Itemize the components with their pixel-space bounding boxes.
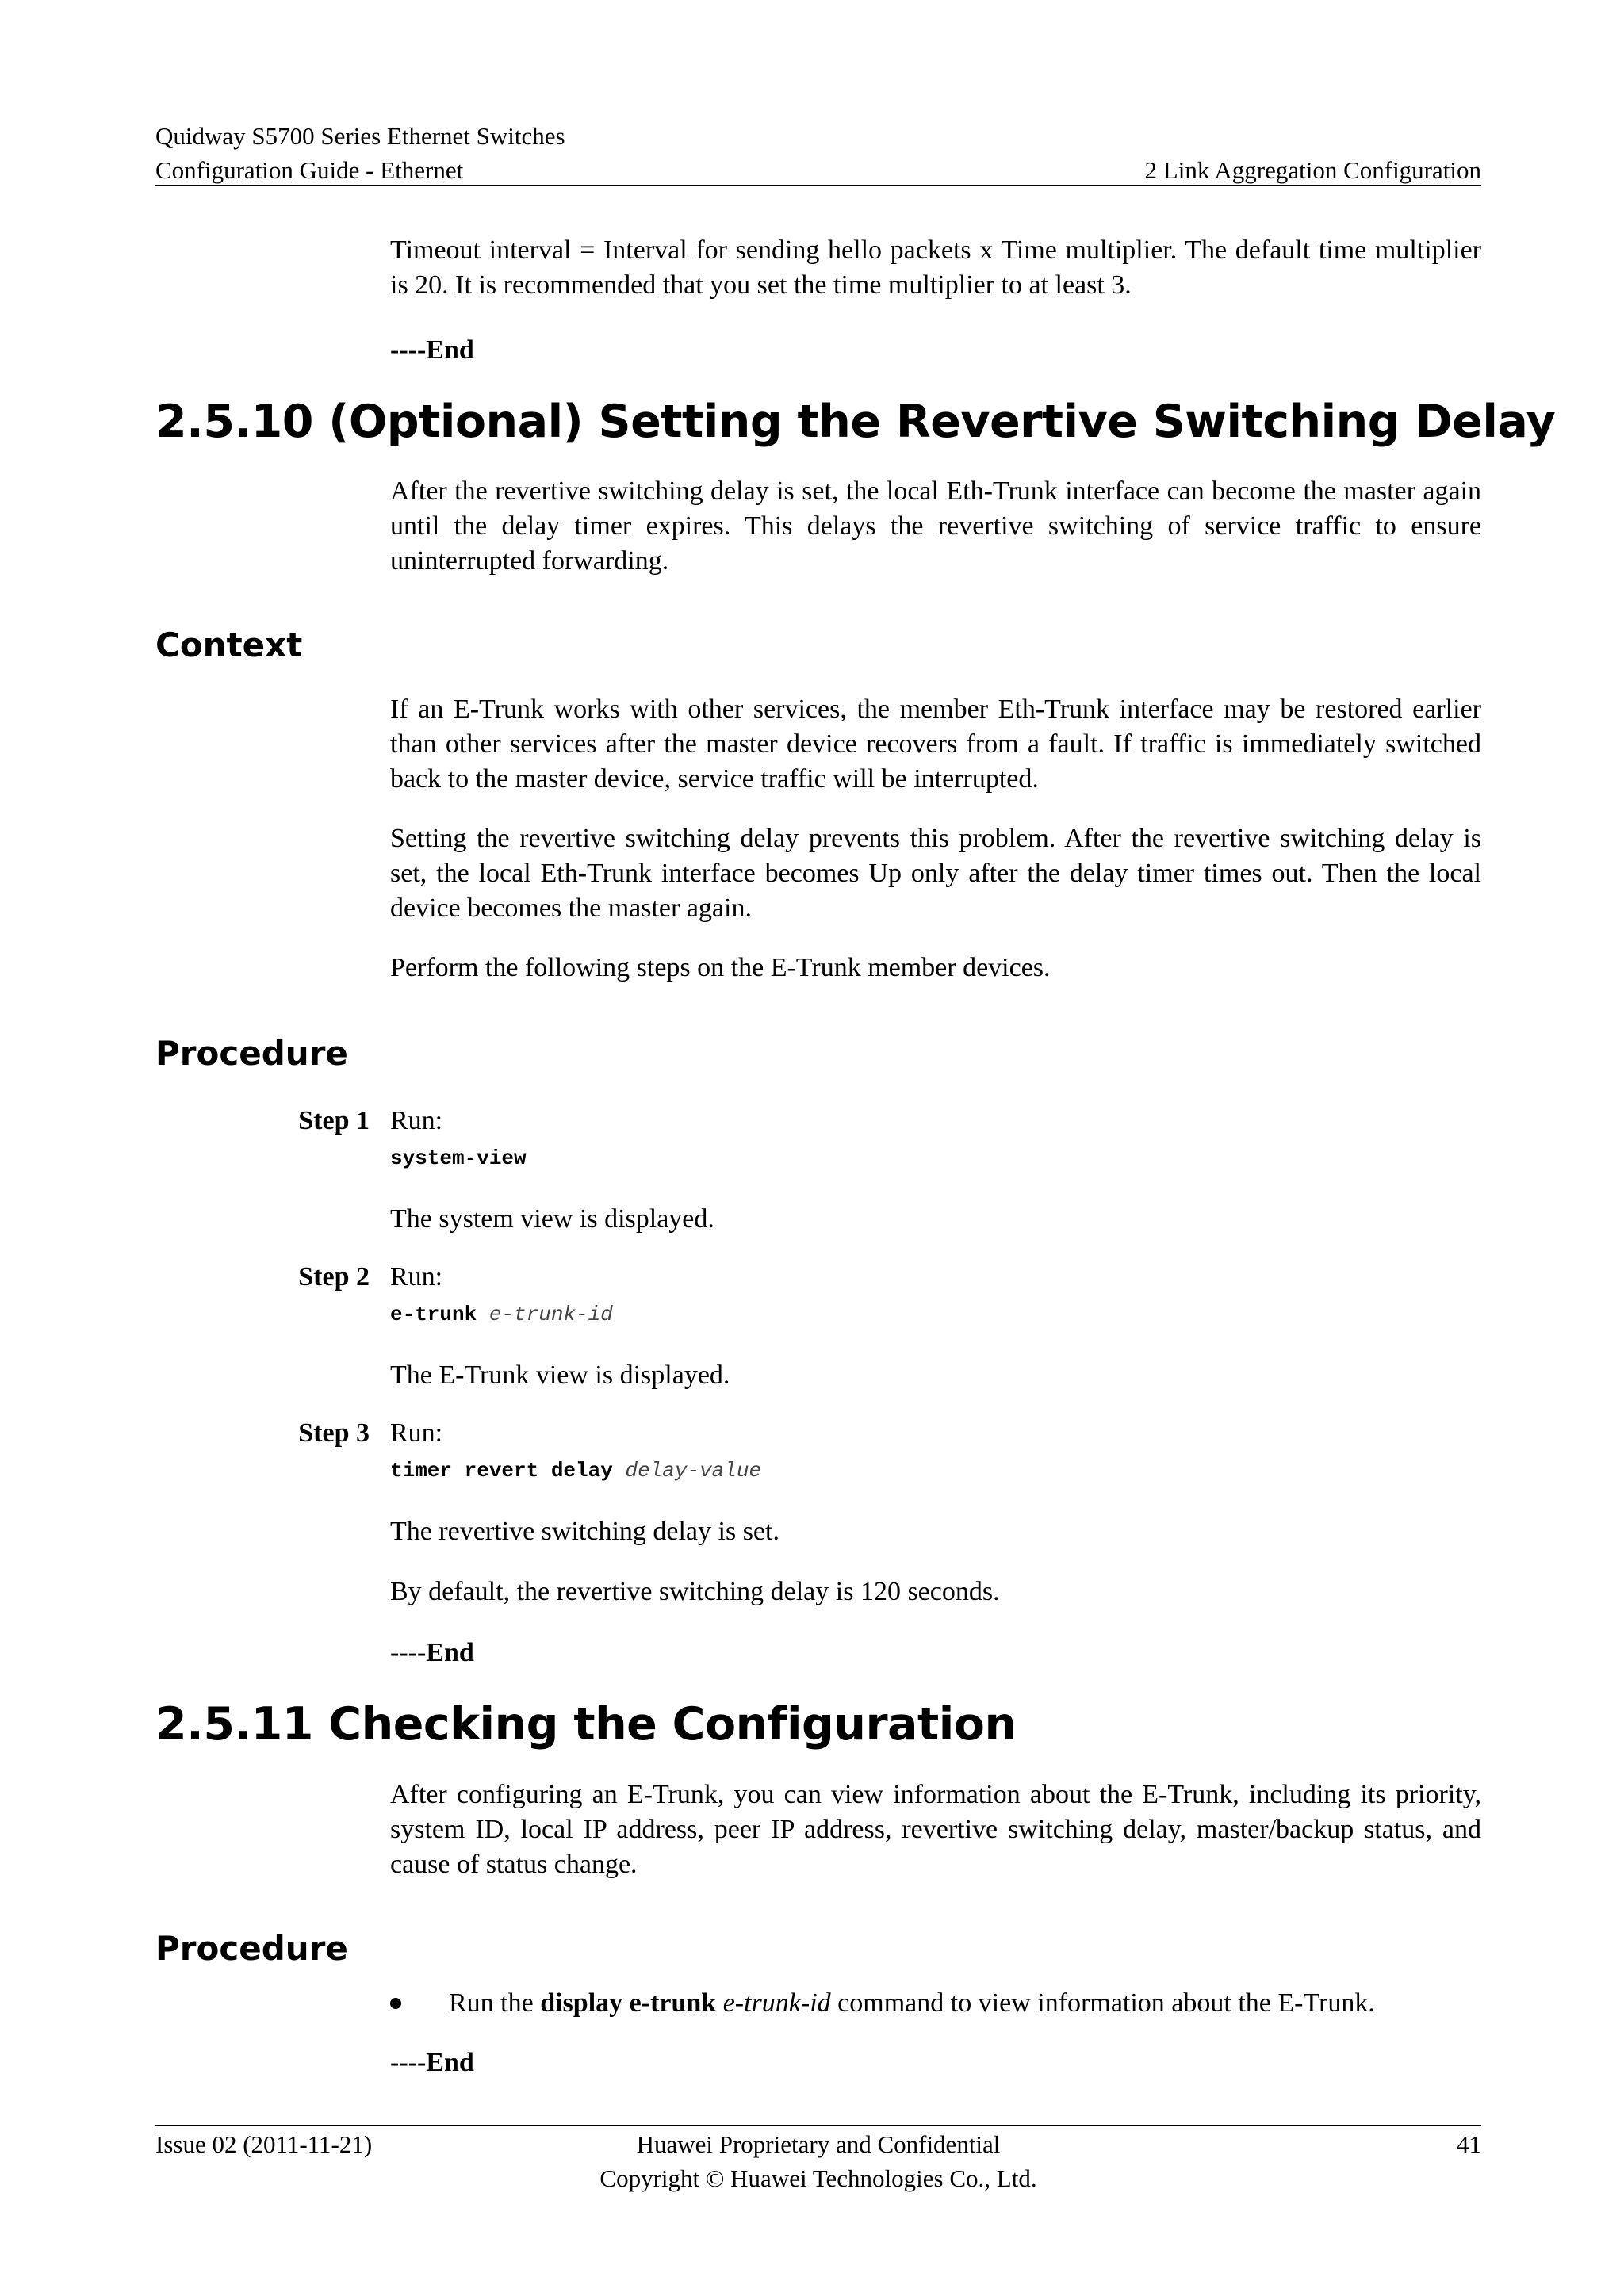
command-argument: e-trunk-id xyxy=(488,1303,613,1326)
default-note: By default, the revertive switching delay is 120 seconds. xyxy=(390,1577,1000,1606)
step-result: The system view is displayed. xyxy=(390,1204,714,1234)
procedure-heading: Procedure xyxy=(155,1034,348,1073)
context-paragraph: If an E-Trunk works with other services, the member Eth-Trunk interface may be restored earlier than other services after the master device recovers from a fault. If traffic is immediately switched back to the master device, service traffic will be interrupted. xyxy=(390,695,1481,794)
step-label: Step 3 xyxy=(298,1418,370,1448)
step-run-text: Run: xyxy=(390,1106,443,1135)
step-result: The E-Trunk view is displayed. xyxy=(390,1360,730,1390)
header-product: Quidway S5700 Series Ethernet Switches xyxy=(155,122,565,150)
command-line xyxy=(390,1144,527,1173)
bullet-item xyxy=(449,1986,1481,2021)
header-guide: Configuration Guide - Ethernet xyxy=(155,156,464,184)
step-result: The revertive switching delay is set. xyxy=(390,1517,779,1546)
command-argument: delay-value xyxy=(625,1459,762,1483)
section-title: 2.5.11 Checking the Configuration xyxy=(155,1698,1017,1751)
command-keyword: e-trunk xyxy=(390,1303,477,1326)
bullet-command: display e-trunk xyxy=(540,1988,717,2018)
section-description: After configuring an E-Trunk, you can view information about the E-Trunk, including its priority, system ID, local IP address, peer IP address, revertive switching delay, master/backup status, and cause of status change. xyxy=(390,1780,1481,1879)
step-run-text: Run: xyxy=(390,1418,443,1448)
bullet-icon xyxy=(390,1998,401,2009)
end-marker: ----End xyxy=(390,335,474,365)
step-label: Step 1 xyxy=(298,1106,370,1135)
bullet-suffix: command to view information about the E-Trunk. xyxy=(830,1988,1375,2018)
footer-copyright: Copyright © Huawei Technologies Co., Ltd. xyxy=(599,2164,1037,2192)
footer-confidential: Huawei Proprietary and Confidential xyxy=(636,2130,1001,2158)
step-run-text: Run: xyxy=(390,1262,443,1292)
header-chapter: 2 Link Aggregation Configuration xyxy=(1144,156,1481,184)
footer-center xyxy=(155,2127,1481,2195)
context-paragraph: Setting the revertive switching delay prevents this problem. After the revertive switching delay is set, the local Eth-Trunk interface becomes Up only after the delay timer times out. Then the local device becomes the master again. xyxy=(390,824,1481,923)
command-line xyxy=(390,1300,613,1329)
page-number: 41 xyxy=(1457,2130,1481,2158)
timeout-paragraph: Timeout interval = Interval for sending hello packets x Time multiplier. The default time multiplier is 20. It is recommended that you set the time multiplier to at least 3. xyxy=(390,235,1481,300)
step-label: Step 2 xyxy=(298,1262,370,1292)
command-keyword: system-view xyxy=(390,1146,527,1170)
footer-rule xyxy=(155,2125,1481,2126)
end-marker: ----End xyxy=(390,1638,474,1667)
bullet-argument: e-trunk-id xyxy=(722,1988,831,2018)
end-marker: ----End xyxy=(390,2048,474,2077)
header-row xyxy=(155,153,1481,187)
footer-issue: Issue 02 (2011-11-21) xyxy=(155,2130,373,2158)
header-rule xyxy=(155,185,1481,186)
context-paragraph: Perform the following steps on the E-Trunk member devices. xyxy=(390,953,1051,982)
command-keyword: timer revert delay xyxy=(390,1459,613,1483)
context-heading: Context xyxy=(155,626,303,664)
section-description: After the revertive switching delay is set, the local Eth-Trunk interface can become the master again until the delay timer expires. This delays the revertive switching of service traffic to ensure uninterrupted forwarding. xyxy=(390,476,1481,576)
bullet-prefix: Run the xyxy=(449,1988,541,2018)
section-title: 2.5.10 (Optional) Setting the Revertive Switching Delay xyxy=(155,396,1556,448)
procedure-heading: Procedure xyxy=(155,1929,348,1968)
command-line xyxy=(390,1456,761,1485)
page-header xyxy=(155,119,1481,187)
